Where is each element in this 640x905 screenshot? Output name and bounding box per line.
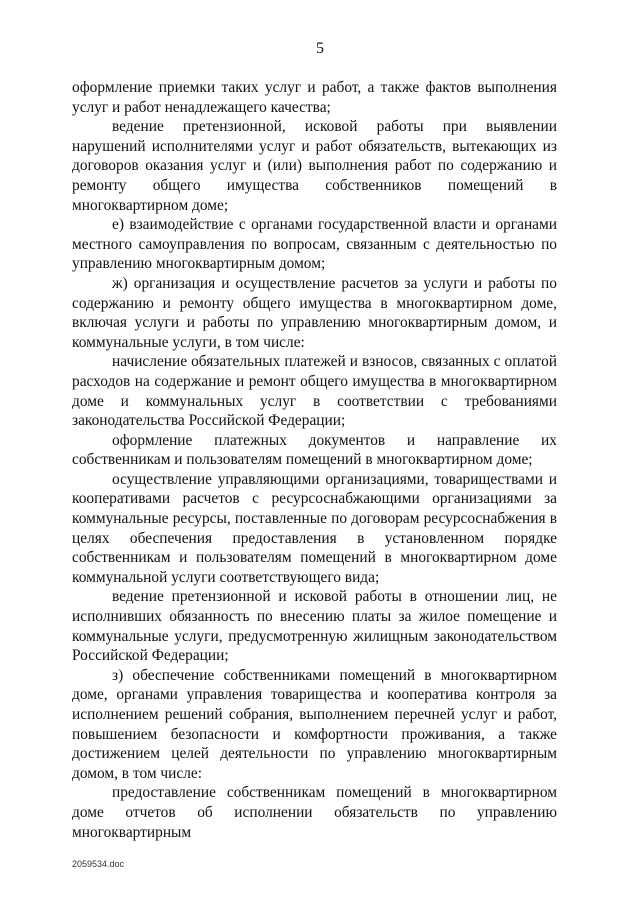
paragraph: ж) организация и осуществление расчетов за услуги и работы по содержанию и ремонту общего имущества в многоквартирном доме, включая услуги и работы по управлению многоквартирным домом, и коммунальные услуги, в том числе: [72,274,557,351]
paragraph: ведение претензионной, исковой работы при выявлении нарушений исполнителями услуг и работ обязательств, вытекающих из договоров оказания услуг и (или) выполнения работ по содержанию и ремонту общего имущества собственников помещений в многоквартирном доме; [72,118,557,214]
paragraph: е) взаимодействие с органами государственной власти и органами местного самоуправления по вопросам, связанным с деятельностью по управлению многоквартирным домом; [72,216,557,273]
paragraph: начисление обязательных платежей и взносов, связанных с оплатой расходов на содержание и ремонт общего имущества в многоквартирном доме и коммунальных услуг в соответствии с требованиями законодательства Российской Федерации; [72,353,557,430]
paragraph: з) обеспечение собственниками помещений в многоквартирном доме, органами управления товарищества и кооператива контроля за исполнением решений собрания, выполнением перечней услуг и работ, повышением безопасности и комфортности проживания, а также достижением целей деятельности по управлению многоквартирным домом, в том числе: [72,666,557,782]
paragraph: осуществление управляющими организациями, товариществами и кооперативами расчетов с ресурсоснабжающими организациями за коммунальные ресурсы, поставленные по договорам ресурсоснабжения в целях обеспечения предоставления в установленном порядке собственникам и пользователям помещений в многоквартирном доме коммунальной услуги соответствующего вида; [72,470,557,586]
footer-filename: 2059534.doc [72,859,125,869]
paragraph: ведение претензионной и исковой работы в отношении лиц, не исполнивших обязанность по внесению платы за жилое помещение и коммунальные услуги, предусмотренную жилищным законодательством Российской Федерации; [72,588,557,665]
paragraph: оформление приемки таких услуг и работ, а также фактов выполнения услуг и работ ненадлежащего качества; [72,79,557,116]
page-number: 5 [316,40,324,57]
paragraph: предоставление собственникам помещений в многоквартирном доме отчетов об исполнении обязательств по управлению многоквартирным [72,784,557,841]
document-body [72,78,557,842]
paragraph: оформление платежных документов и направление их собственникам и пользователям помещений в многоквартирном доме; [72,431,557,469]
